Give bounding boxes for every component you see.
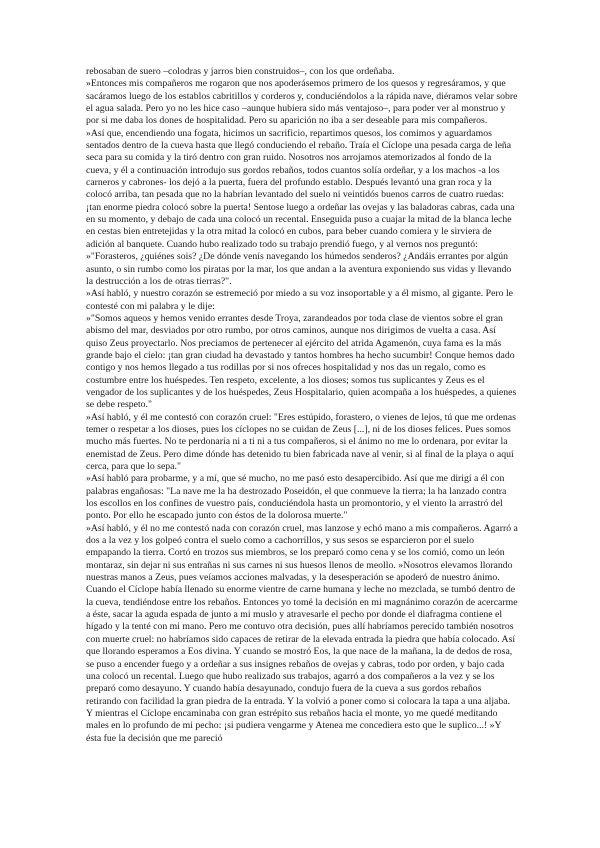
paragraph-odysseus-speech: »"Somos aqueos y hemos venido errantes desde Troya, zarandeados por toda clase de vientos sobre el gran abismo del mar, desviados por otro rumbo, por otros caminos, aunque nos dirigimos de vuelta a casa. Así quiso Zeus proyectarlo. Nos preciamos de pertenecer al ejército del atrida Agamenón, cuya fama es la más grande bajo el cielo: ¡tan gran ciudad ha devastado y tantos hombres ha hecho sucumbir! Conque hemos dado contigo y nos hemos llegado a tus rodillas por si nos ofreces hospitalidad y nos das un regalo, como es costumbre entre los huéspedes. Ten respeto, excelente, a los dioses; somos tus suplicantes y Zeus es el vengador de los suplicantes y de los huéspedes, Zeus Hospitalario, quien acompaña a los huéspedes, a quienes se debe respeto." bbox=[86, 312, 517, 411]
body-text bbox=[86, 66, 518, 745]
paragraph-cyclops-arrival: »Así que, encendiendo una fogata, hicimos un sacrificio, repartimos quesos, los comimos y aguardamos sentados dentro de la cueva hasta que llegó conduciendo el rebaño. Traía el Cíclope una pesada carga de leña seca para su comida y la tiró dentro con gran ruido. Nosotros nos arrojamos atemorizados al fondo de la cueva, y él a continuación introdujo sus gordos rebaños, todos cuantos solía ordeñar, y a los machos -a los carneros y cabrones- los dejó a la puerta, fuera del profundo establo. Después levantó una gran roca y la colocó arriba, tan pesada que no la habrían levantado del suelo ni veintidós buenos carros de cuatro ruedas: ¡tan enorme piedra colocó sobre la puerta! Sentose luego a ordeñar las ovejas y las baladoras cabras, cada una en su momento, y debajo de cada una colocó un recental. Enseguida puso a cuajar la mitad de la blanca leche en cestas bien entretejidas y la otra mitad la colocó en cubos, para beber cuando comiera y le sirviera de adición al banquete. Cuando hubo realizado todo su trabajo prendió fuego, y al vernos nos preguntó: bbox=[86, 127, 515, 250]
paragraph-fear-reply: »Así habló, y nuestro corazón se estremeció por miedo a su voz insoportable y a él mismo, al gigante. Pero le contesté con mi palabra y le dije: bbox=[86, 288, 513, 312]
paragraph-companions-devoured: »Así habló, y él no me contestó nada con corazón cruel, mas lanzose y echó mano a mis compañeros. Agarró a dos a la vez y los golpeó contra el suelo como a cachorrillos, y sus sesos se esparcieron por el suelo empapando la tierra. Cortó en trozos sus miembros, se los preparó como cena y se los comió, como un león montaraz, sin dejar ni sus entrañas ni sus carnes ni sus huesos llenos de meollo. »Nosotros elevamos llorando nuestras manos a Zeus, pues veíamos acciones malvadas, y la desesperación se apoderó de nuestro ánimo. Cuando el Cíclope había llenado su enorme vientre de carne humana y leche no mezclada, se tumbó dentro de la cueva, tendiéndose entre los rebaños. Entonces yo tomé la decisión en mi magnánimo corazón de acercarme a éste, sacar la aguda espada de junto a mi muslo y atravesarle el pecho por donde el diafragma contiene el hígado y la tenté con mi mano. Pero me contuvo otra decisión, pues allí habríamos perecido también nosotros con muerte cruel: no habríamos sido capaces de retirar de la elevada entrada la piedra que había colocado. Así que llorando esperamos a Eos divina. Y cuando se mostró Eos, la que nace de la mañana, la de dedos de rosa, se puso a encender fuego y a ordeñar a sus insignes rebaños de ovejas y cabras, todo por orden, y bajo cada una colocó un recental. Luego que hubo realizado sus trabajos, agarró a dos compañeros a la vez y se los preparó como desayuno. Y cuando había desayunado, condujo fuera de la cueva a sus gordos rebaños retirando con facilidad la gran piedra de la entrada. Y la volvió a poner como si colocara la tapa a una aljaba. Y mientras el Cíclope encaminaba con gran estrépito sus rebaños hacia el monte, yo me quedé meditando males en lo profundo de mi pecho: ¡si pudiera vengarme y Atenea me concediera esto que le suplico...! »Y ésta fue la decisión que me pareció bbox=[86, 522, 518, 744]
paragraph-cyclops-cruel-answer: »Así habló, y él me contestó con corazón cruel: "Eres estúpido, forastero, o vienes de lejos, tú que me ordenas temer o respetar a los dioses, pues los cíclopes no se cuidan de Zeus [...], ni de los dioses felices. Pues somos mucho más fuertes. No te perdonaría ni a ti ni a tus compañeros, si el ánimo no me lo ordenara, por evitar la enemistad de Zeus. Pero dime dónde has detenido tu bien fabricada nave al venir, si al final de la playa o aquí cerca, para que lo sepa." bbox=[86, 411, 516, 472]
paragraph-cyclops-question: »"Forasteros, ¿quiénes sois? ¿De dónde venís navegando los húmedos senderos? ¿Andáis errantes por algún asunto, o sin rumbo como los piratas por la mar, los que andan a la aventura exponiendo sus vidas y llevando la destrucción a los de otras tierras?". bbox=[86, 251, 512, 287]
paragraph-deceitful-words: »Así habló para probarme, y a mí, que sé mucho, no me pasó esto desapercibido. Así que me dirigí a él con palabras engañosas: "La nave me la ha destrozado Poseidón, el que conmueve la tierra; la ha lanzado contra los escollos en los confines de vuestro país, conduciéndola hasta un promontorio, y el viento la arrastró del ponto. Por ello he escapado junto con éstos de la dolorosa muerte." bbox=[86, 473, 507, 522]
paragraph-companions-plea: »Entonces mis compañeros me rogaron que nos apoderásemos primero de los quesos y regresáramos, y que sacáramos luego de los establos cabritillos y corderos y, conduciéndolos a la rápida nave, diéramos velar sobre el agua salada. Pero yo no les hice caso –aunque hubiera sido más ventajoso–, para poder ver al monstruo y por si me daba los dones de hospitalidad. Pero su aparición no iba a ser deseable para mis compañeros. bbox=[86, 78, 518, 127]
paragraph-suero: rebosaban de suero –colodras y jarros bien construidos–, con los que ordeñaba. bbox=[86, 66, 395, 77]
